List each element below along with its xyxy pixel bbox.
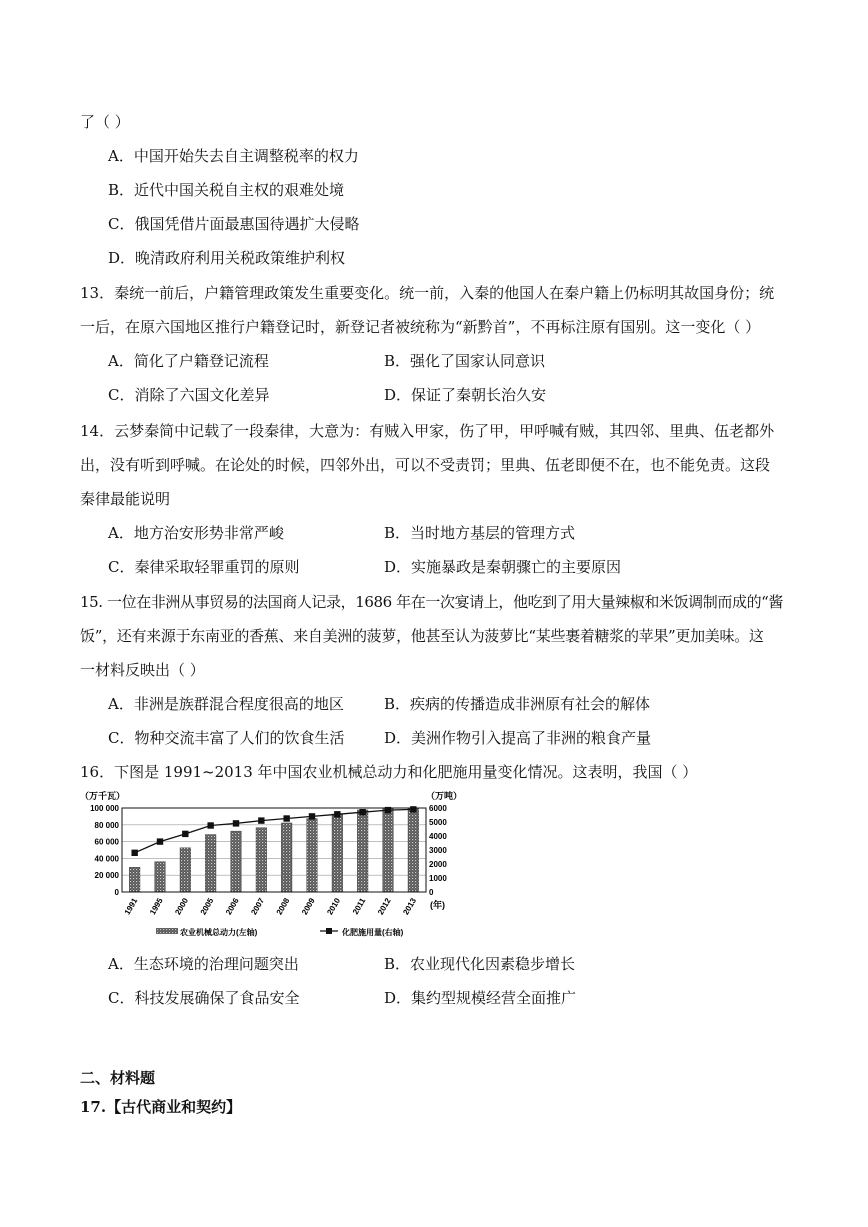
chart-x-unit: (年) (430, 900, 445, 910)
chart-bar (231, 831, 242, 892)
chart-x-tick-label: 2009 (300, 896, 317, 917)
q15-option-a: A．非洲是族群混合程度很高的地区 (108, 695, 344, 713)
q16-option-c: C．科技发展确保了食品安全 (108, 989, 300, 1007)
q14-option-d: D．实施暴政是秦朝骤亡的主要原因 (384, 558, 622, 576)
chart-x-tick-label: 1995 (148, 896, 165, 917)
chart-bar (155, 862, 166, 892)
q12-option-b: B．近代中国关税自主权的艰难处境 (108, 181, 345, 199)
chart-x-tick-label: 2008 (274, 896, 292, 917)
q15-option-d: D．美洲作物引入提高了非洲的粮食产量 (384, 729, 652, 747)
q15-stem-line-3: 一材料反映出（ ） (80, 661, 205, 679)
chart-line-point (207, 822, 213, 828)
chart-bar (307, 819, 318, 893)
q12-option-a: A．中国开始失去自主调整税率的权力 (108, 147, 359, 165)
chart-bar (205, 835, 216, 892)
q15-stem-line-2: 饭”，还有来源于东南亚的香蕉、来自美洲的菠萝，他甚至认为菠萝比“某些裹着糖浆的苹果”更加美味。这 (80, 627, 764, 645)
section-heading: 二、材料题 (80, 1069, 156, 1087)
chart-line-point (309, 813, 315, 819)
q14-option-a: A．地方治安形势非常严峻 (108, 524, 284, 542)
chart-right-tick-label: 1000 (429, 874, 447, 883)
q16-chart (76, 788, 468, 948)
chart-x-tick-label: 2007 (249, 896, 267, 917)
q13-option-d: D．保证了秦朝长治久安 (384, 386, 547, 404)
q12-option-c: C．俄国凭借片面最惠国待遇扩大侵略 (108, 215, 360, 233)
chart-right-tick-label: 4000 (429, 832, 447, 841)
chart-bar (281, 823, 292, 892)
chart-legend (156, 927, 404, 937)
chart-bar (180, 848, 191, 892)
q16-option-a: A．生态环境的治理问题突出 (108, 955, 299, 973)
q13-option-b: B．强化了国家认同意识 (384, 352, 546, 370)
q14-stem-line-3: 秦律最能说明 (80, 490, 171, 508)
chart-line-point (182, 831, 188, 837)
chart-bar (256, 828, 267, 892)
legend-bar-label: 农业机械总动力(左轴) (180, 928, 258, 937)
chart-line-point (157, 838, 163, 844)
chart-right-tick-label: 5000 (429, 818, 447, 827)
chart-line-point (131, 850, 137, 856)
chart-x-tick-label: 2013 (401, 896, 419, 917)
chart-line-point (283, 815, 289, 821)
chart-line-point (359, 809, 365, 815)
q14-option-c: C．秦律采取轻罪重罚的原则 (108, 558, 300, 576)
legend-line-label: 化肥施用量(右轴) (342, 928, 404, 937)
chart-x-tick-label: 2000 (173, 896, 191, 917)
q16-option-b: B．农业现代化因素稳步增长 (384, 955, 576, 973)
chart-left-tick-label: 60 000 (94, 837, 119, 847)
chart-left-tick-label: 80 000 (94, 820, 119, 830)
legend-bar-swatch (156, 928, 178, 934)
q15-option-b: B．疾病的传播造成非洲原有社会的解体 (384, 695, 651, 713)
chart-x-tick-label: 2006 (224, 896, 241, 917)
q16-stem: 16．下图是 1991~2013 年中国农业机械总动力和化肥施用量变化情况。这表明，我国（ ） (80, 763, 698, 781)
legend-line-marker (326, 928, 332, 934)
chart-line-series (135, 809, 414, 852)
chart-line-point (334, 811, 340, 817)
q17-heading: 17.【古代商业和契约】 (80, 1098, 242, 1116)
chart-bar (357, 810, 368, 892)
q14-stem-line-1: 14．云梦秦简中记载了一段秦律，大意为：有贼入甲家，伤了甲，甲呼喊有贼，其四邻、里典、伍老都外 (80, 422, 775, 440)
chart-left-tick-label: 100 000 (90, 804, 119, 813)
chart-left-tick-label: 40 000 (94, 854, 119, 864)
q14-option-b: B．当时地方基层的管理方式 (384, 524, 576, 542)
chart-bar (408, 808, 419, 892)
chart-line-point (233, 820, 239, 826)
chart-left-unit: （万千瓦） (80, 791, 126, 801)
chart-bar (332, 814, 343, 892)
q16-option-d: D．集约型规模经营全面推广 (384, 989, 577, 1007)
chart-x-tick-label: 2010 (325, 896, 343, 917)
q12-tail: 了（ ） (80, 113, 130, 131)
q13-stem-line-2: 一后，在原六国地区推行户籍登记时，新登记者被统称为“新黔首”，不再标注原有国别。这一变化（ ） (80, 318, 761, 336)
q15-stem-line-1: 15. 一位在非洲从事贸易的法国商人记录，1686 年在一次宴请上，他吃到了用大量辣椒和米饭调制而成的“酱 (80, 593, 784, 611)
chart-x-tick-label: 1991 (122, 896, 140, 917)
chart-right-unit: （万吨） (426, 791, 463, 801)
chart-x-tick-label: 2012 (376, 896, 393, 917)
chart-right-tick-label: 2000 (429, 860, 447, 869)
chart-bar (383, 808, 394, 892)
q13-stem-line-1: 13．秦统一前后，户籍管理政策发生重要变化。统一前，入秦的他国人在秦户籍上仍标明其故国身份；统 (80, 284, 775, 302)
q13-option-c: C．消除了六国文化差异 (108, 386, 270, 404)
chart-line-point (258, 817, 264, 823)
q15-option-c: C．物种交流丰富了人们的饮食生活 (108, 729, 345, 747)
chart-right-tick-label: 6000 (429, 804, 447, 813)
chart-right-tick-label: 3000 (429, 846, 447, 855)
q13-option-a: A．简化了户籍登记流程 (108, 352, 269, 370)
chart-left-tick-label: 0 (114, 888, 119, 897)
chart-right-tick-label: 0 (429, 888, 434, 897)
chart-line-point (410, 806, 416, 812)
chart-plot-frame (122, 808, 426, 892)
chart-left-tick-label: 20 000 (94, 871, 119, 881)
chart-bar (129, 867, 140, 892)
chart-x-tick-label: 2005 (198, 896, 216, 917)
q12-option-d: D．晚清政府利用关税政策维护利权 (108, 249, 346, 267)
chart-x-tick-label: 2011 (350, 896, 368, 917)
q14-stem-line-2: 出，没有听到呼喊。在论处的时候，四邻外出，可以不受责罚；里典、伍老即便不在，也不能免责。这段 (80, 456, 771, 474)
